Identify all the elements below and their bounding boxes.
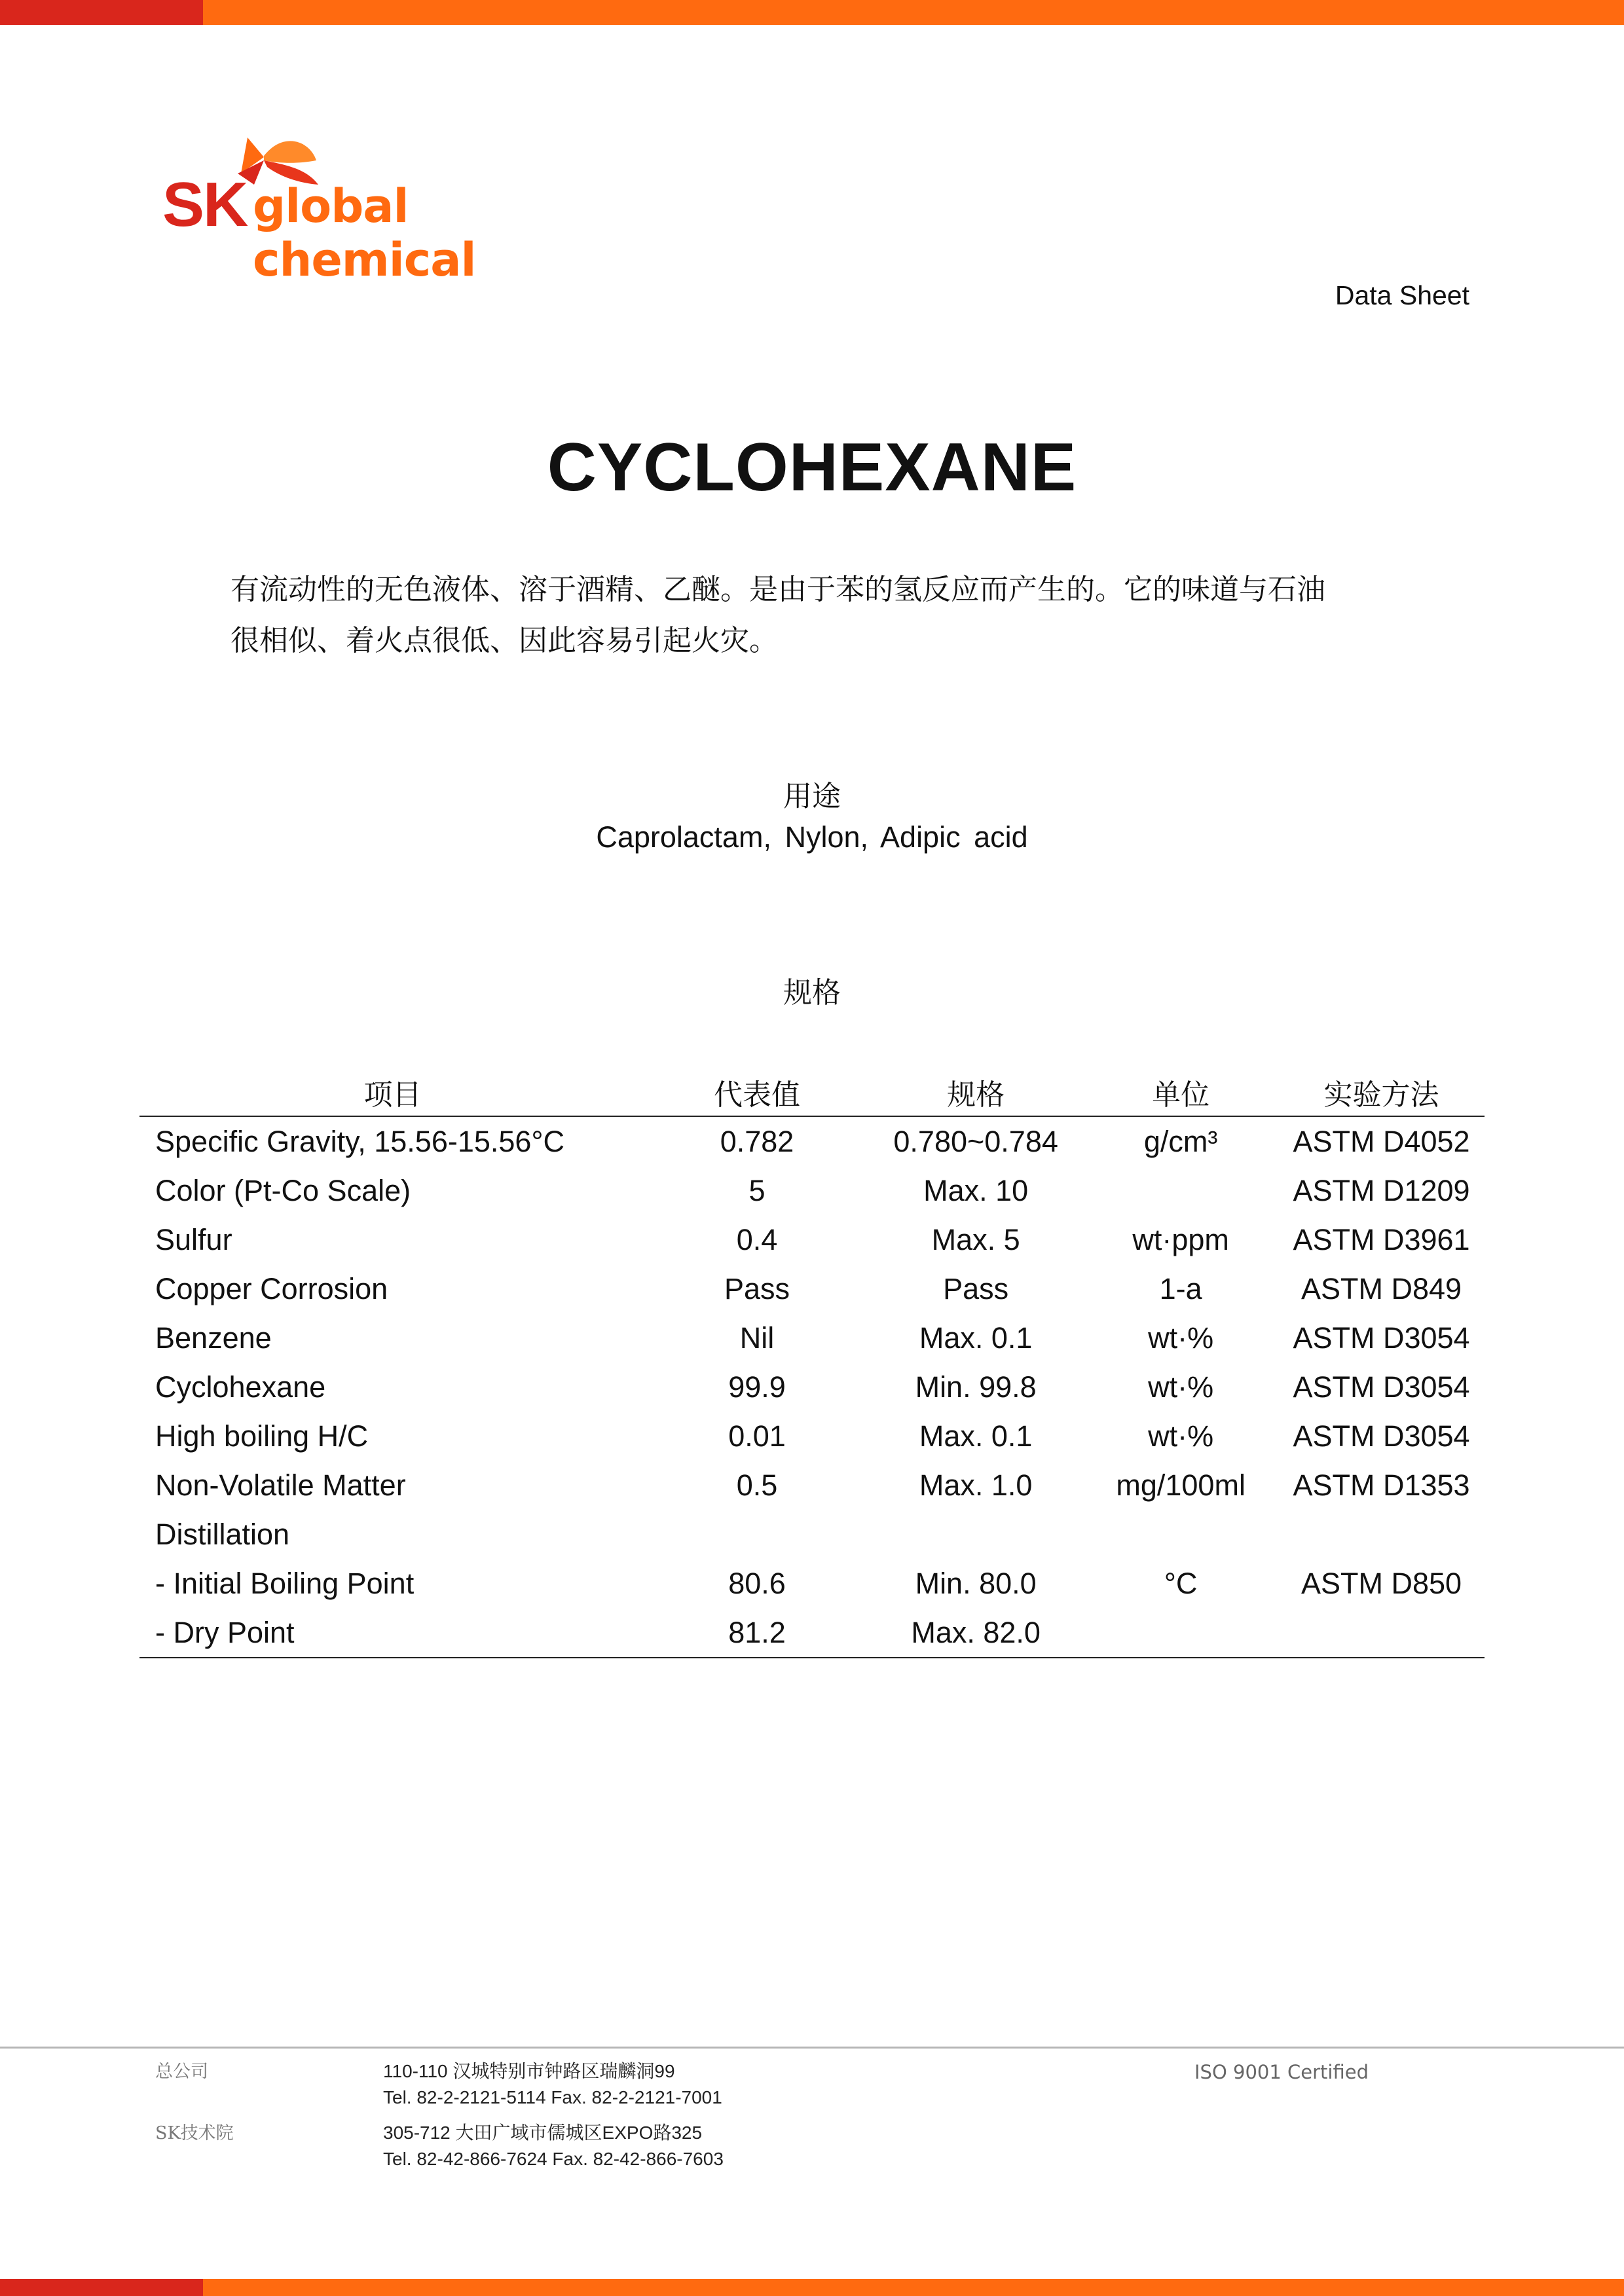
table-row bbox=[139, 1166, 1485, 1215]
cell-test-method: ASTM D4052 bbox=[1293, 1124, 1470, 1158]
top-band-red-segment bbox=[0, 0, 203, 25]
cell-typical-value: 81.2 bbox=[646, 1608, 868, 1658]
cell-typical-value: Pass bbox=[724, 1271, 790, 1305]
cell-typical-value: 0.01 bbox=[728, 1419, 786, 1453]
cell-test-method: ASTM D3961 bbox=[1293, 1222, 1470, 1256]
cell-test-method: ASTM D1353 bbox=[1293, 1468, 1470, 1502]
footer-hq-phone: Tel. 82-2-2121-5114 Fax. 82-2-2121-7001 bbox=[383, 2087, 722, 2107]
cell-specification bbox=[868, 1510, 1083, 1559]
column-header-specification: 规格 bbox=[868, 1067, 1083, 1116]
column-header-item: 项目 bbox=[139, 1067, 646, 1116]
usage-heading: 用途 bbox=[783, 780, 841, 813]
cell-item: - Initial Boiling Point bbox=[155, 1566, 415, 1600]
cell-typical-value: 80.6 bbox=[728, 1566, 786, 1600]
cell-unit: mg/100ml bbox=[1116, 1468, 1246, 1502]
usage-text: Caprolactam, Nylon, Adipic acid bbox=[596, 820, 1028, 854]
cell-item: Sulfur bbox=[155, 1222, 232, 1256]
cell-unit: °C bbox=[1164, 1566, 1198, 1600]
cell-test-method: ASTM D1209 bbox=[1293, 1173, 1470, 1207]
cell-test-method bbox=[1278, 1510, 1485, 1559]
cell-typical-value: 0.5 bbox=[736, 1468, 778, 1502]
cell-unit bbox=[1083, 1510, 1278, 1559]
cell-specification: Max. 0.1 bbox=[919, 1321, 1033, 1355]
bottom-band-red-segment bbox=[0, 2279, 203, 2296]
cell-typical-value: 0.782 bbox=[720, 1124, 794, 1158]
top-band-orange-segment bbox=[203, 0, 1624, 25]
table-row bbox=[139, 1215, 1485, 1264]
product-title: CYCLOHEXANE bbox=[547, 429, 1077, 505]
cell-test-method: ASTM D3054 bbox=[1293, 1370, 1470, 1404]
cell-typical-value bbox=[646, 1510, 868, 1559]
cell-item: Non-Volatile Matter bbox=[155, 1468, 406, 1502]
table-row bbox=[139, 1313, 1485, 1362]
table-row bbox=[139, 1559, 1485, 1608]
bottom-band-orange-segment bbox=[203, 2279, 1624, 2296]
cell-unit: g/cm³ bbox=[1143, 1124, 1218, 1158]
cell-test-method: ASTM D849 bbox=[1301, 1271, 1462, 1305]
column-header-typical-value: 代表值 bbox=[646, 1067, 868, 1116]
cell-typical-value: 99.9 bbox=[728, 1370, 786, 1404]
footer-hq-address: 110-110 汉城特别市钟路区瑞麟洞99 bbox=[383, 2061, 675, 2081]
cell-specification: Pass bbox=[943, 1271, 1009, 1305]
description-line: 有流动性的无色液体、溶于酒精、乙醚。是由于苯的氢反应而产生的。它的味道与石油 bbox=[231, 573, 1325, 606]
cell-unit: 1-a bbox=[1159, 1271, 1202, 1305]
cell-item: Cyclohexane bbox=[155, 1370, 326, 1404]
sk-global-chemical-logo bbox=[162, 124, 581, 287]
table-row bbox=[139, 1510, 1485, 1559]
document-type-label: Data Sheet bbox=[1335, 280, 1469, 310]
spec-header-row bbox=[139, 1067, 1485, 1116]
table-row bbox=[139, 1412, 1485, 1461]
column-header-unit: 单位 bbox=[1083, 1067, 1278, 1116]
footer-certification: ISO 9001 Certified bbox=[1194, 2061, 1369, 2083]
cell-unit: wt·% bbox=[1148, 1370, 1214, 1404]
logo-sk-text: SK bbox=[162, 170, 248, 240]
cell-item: Copper Corrosion bbox=[155, 1271, 388, 1305]
cell-typical-value: Nil bbox=[739, 1321, 775, 1355]
cell-item: Specific Gravity, 15.56-15.56°C bbox=[155, 1124, 564, 1158]
cell-item: Distillation bbox=[155, 1517, 290, 1551]
table-row bbox=[139, 1608, 1485, 1658]
cell-specification: Max. 5 bbox=[931, 1222, 1020, 1256]
description-line: 很相似、着火点很低、因此容易引起火灾。 bbox=[231, 624, 778, 657]
cell-unit: wt·ppm bbox=[1132, 1222, 1229, 1256]
cell-unit bbox=[1083, 1608, 1278, 1658]
cell-specification: Max. 10 bbox=[923, 1173, 1029, 1207]
column-header-test-method: 实验方法 bbox=[1278, 1067, 1485, 1116]
cell-specification: 0.780~0.784 bbox=[893, 1124, 1058, 1158]
cell-item: Color (Pt-Co Scale) bbox=[155, 1173, 411, 1207]
table-row bbox=[139, 1116, 1485, 1166]
footer-lab-address: 305-712 大田广域市儒城区EXPO路325 bbox=[383, 2123, 703, 2143]
product-description bbox=[231, 564, 1396, 666]
spec-table bbox=[139, 1067, 1485, 1658]
cell-specification: Max. 1.0 bbox=[919, 1468, 1033, 1502]
cell-typical-value: 0.4 bbox=[736, 1222, 778, 1256]
cell-unit: wt·% bbox=[1148, 1419, 1214, 1453]
cell-specification: Min. 80.0 bbox=[915, 1566, 1037, 1600]
cell-typical-value: 5 bbox=[748, 1173, 766, 1207]
cell-test-method: ASTM D850 bbox=[1301, 1566, 1462, 1600]
cell-unit bbox=[1083, 1166, 1278, 1215]
cell-item: High boiling H/C bbox=[155, 1419, 369, 1453]
table-row bbox=[139, 1362, 1485, 1412]
footer-divider bbox=[0, 2047, 1624, 2049]
logo-company-text: global chemical bbox=[253, 179, 476, 287]
cell-test-method bbox=[1278, 1608, 1485, 1658]
cell-specification: Max. 0.1 bbox=[919, 1419, 1033, 1453]
table-row bbox=[139, 1461, 1485, 1510]
footer-lab-phone: Tel. 82-42-866-7624 Fax. 82-42-866-7603 bbox=[383, 2149, 724, 2169]
spec-heading: 规格 bbox=[783, 976, 841, 1010]
cell-specification: Min. 99.8 bbox=[915, 1370, 1037, 1404]
table-row bbox=[139, 1264, 1485, 1313]
cell-specification: Max. 82.0 bbox=[868, 1608, 1083, 1658]
footer-hq-label: 总公司 bbox=[155, 2062, 208, 2082]
cell-item: - Dry Point bbox=[139, 1608, 646, 1658]
bottom-color-band bbox=[0, 2279, 1624, 2296]
cell-unit: wt·% bbox=[1148, 1321, 1214, 1355]
cell-test-method: ASTM D3054 bbox=[1293, 1321, 1470, 1355]
cell-test-method: ASTM D3054 bbox=[1293, 1419, 1470, 1453]
footer-lab-label: SK技术院 bbox=[155, 2123, 234, 2143]
cell-item: Benzene bbox=[155, 1321, 272, 1355]
top-color-band bbox=[0, 0, 1624, 25]
